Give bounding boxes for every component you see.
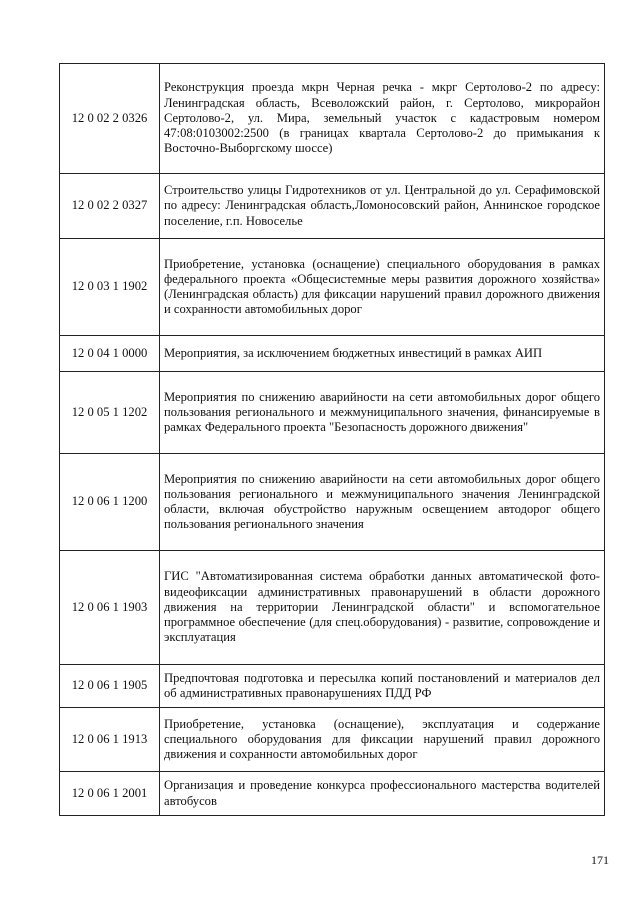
classification-code: 12 0 06 1 2001 — [60, 772, 160, 816]
table-row — [60, 336, 605, 372]
expense-description: Приобретение, установка (оснащение), эксплуатация и содержание специального оборудования для фиксации нарушений правил дорожного движения и сохранности автомобильных дорог — [160, 708, 605, 772]
table-row — [60, 64, 605, 174]
table-row — [60, 372, 605, 454]
expense-description: Приобретение, установка (оснащение) специального оборудования в рамках федерального проекта «Общесистемные меры развития дорожного хозяйства» (Ленинградская область) для фиксации нарушений правил дорожного движения и сохранности автомобильных дорог — [160, 239, 605, 336]
expense-description: ГИС "Автоматизированная система обработки данных автоматической фото-видеофиксации административных правонарушений в области дорожного движения на территории Ленинградской области" и вспомогательное программное обеспечение (для спец.оборудования) - развитие, сопровождение и эксплуатация — [160, 551, 605, 665]
expense-description: Мероприятия по снижению аварийности на сети автомобильных дорог общего пользования регионального и межмуниципального значения, финансируемые в рамках Федерального проекта "Безопасность дорожного движения" — [160, 372, 605, 454]
classification-code: 12 0 05 1 1202 — [60, 372, 160, 454]
table-row — [60, 174, 605, 239]
classification-code: 12 0 06 1 1913 — [60, 708, 160, 772]
expense-description: Организация и проведение конкурса профессионального мастерства водителей автобусов — [160, 772, 605, 816]
expense-description: Реконструкция проезда мкрн Черная речка - мкрг Сертолово-2 по адресу: Ленинградская область, Всеволожский район, г. Сертолово, микрорайон Сертолово-2, ул. Мира, земельный участок с кадастровым номером 47:08:0103002:2500 (в границах квартала Сертолово-2 до примыкания к Восточно-Выборгскому шоссе) — [160, 64, 605, 174]
table-row — [60, 772, 605, 816]
expense-description: Мероприятия, за исключением бюджетных инвестиций в рамках АИП — [160, 336, 605, 372]
page-number: 171 — [591, 853, 609, 867]
classification-code: 12 0 02 2 0327 — [60, 174, 160, 239]
table-row — [60, 551, 605, 665]
expense-description: Предпочтовая подготовка и пересылка копий постановлений и материалов дел об административных правонарушениях ПДД РФ — [160, 665, 605, 708]
table-row — [60, 665, 605, 708]
table-row — [60, 454, 605, 551]
classification-code: 12 0 03 1 1902 — [60, 239, 160, 336]
classification-code: 12 0 02 2 0326 — [60, 64, 160, 174]
table-row — [60, 239, 605, 336]
expense-description: Строительство улицы Гидротехников от ул. Центральной до ул. Серафимовской по адресу: Ленинградская область,Ломоносовский район, Аннинское городское поселение, г.п. Новоселье — [160, 174, 605, 239]
classification-code: 12 0 06 1 1903 — [60, 551, 160, 665]
classification-code: 12 0 06 1 1200 — [60, 454, 160, 551]
classification-code: 12 0 04 1 0000 — [60, 336, 160, 372]
classification-code: 12 0 06 1 1905 — [60, 665, 160, 708]
expense-description: Мероприятия по снижению аварийности на сети автомобильных дорог общего пользования регионального и межмуниципального значения Ленинградской области, включая обустройство наружным освещением автодорог общего пользования регионального значения — [160, 454, 605, 551]
budget-classification-table — [59, 63, 605, 816]
table-row — [60, 708, 605, 772]
